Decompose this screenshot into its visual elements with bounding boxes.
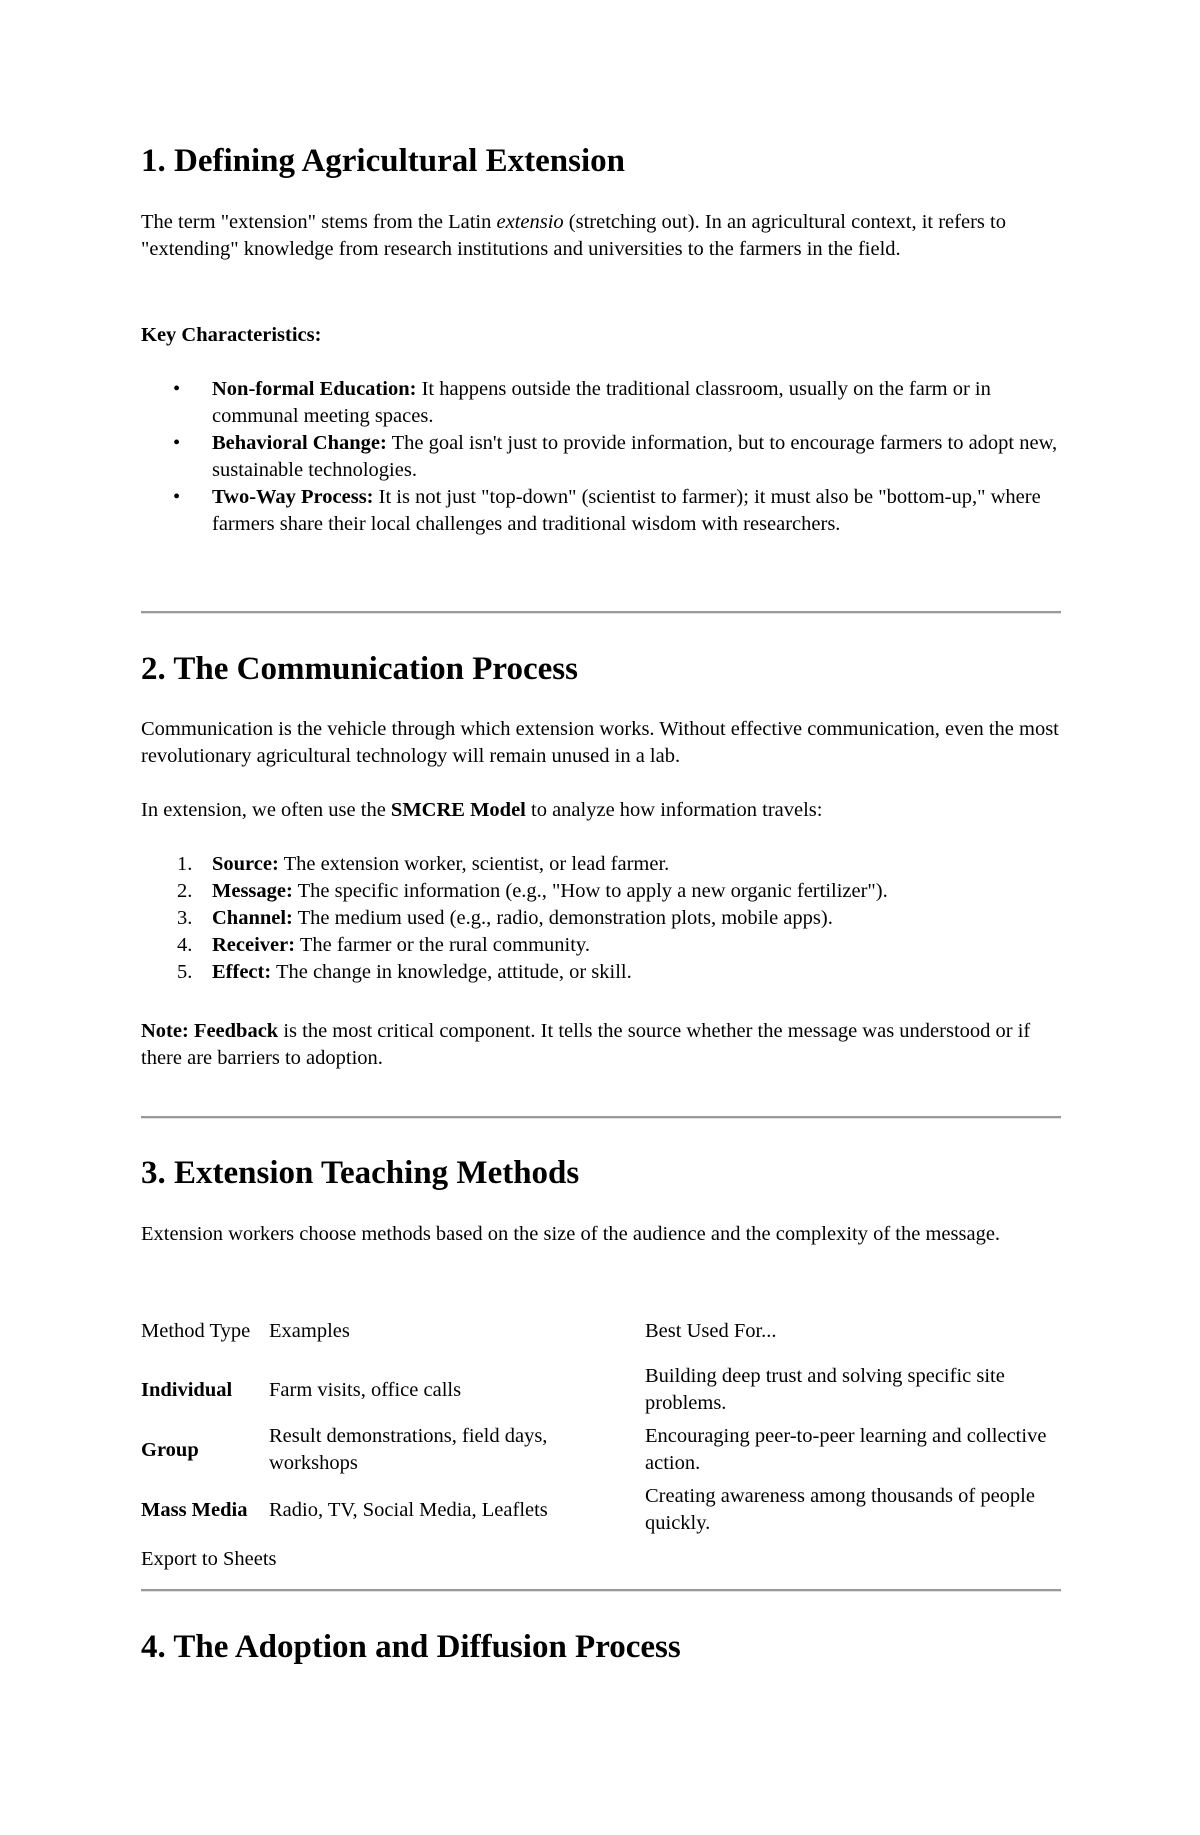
characteristics-list	[141, 376, 1061, 538]
list-item-term: Non-formal Education:	[212, 378, 417, 400]
table-cell-best-used: Encouraging peer-to-peer learning and collective action.	[645, 1425, 1047, 1474]
table-header-cell: Examples	[269, 1319, 350, 1342]
section-divider	[141, 1116, 1061, 1119]
list-item-text: It happens outside the traditional classroom, usually on the farm or in communal meeting spaces.	[212, 378, 991, 427]
list-item	[141, 851, 1061, 878]
list-number: 3.	[177, 907, 193, 929]
table-row	[141, 1420, 1061, 1480]
list-item	[141, 430, 1061, 484]
list-number: 5.	[177, 961, 193, 983]
smcre-sentence	[141, 797, 1061, 824]
list-item-term: Message:	[212, 880, 293, 902]
list-item-text: The change in knowledge, attitude, or skill.	[271, 961, 632, 983]
section-1-intro	[141, 209, 1061, 263]
section-1-heading: 1. Defining Agricultural Extension	[141, 143, 626, 179]
list-number: 4.	[177, 934, 193, 956]
note-label: Note:	[141, 1020, 189, 1042]
export-to-sheets-button[interactable]: Export to Sheets	[141, 1548, 277, 1570]
list-item	[141, 484, 1061, 538]
list-item	[141, 376, 1061, 430]
smcre-text: In extension, we often use the	[141, 799, 391, 821]
list-number: 1.	[177, 853, 193, 875]
table-cell-examples: Result demonstrations, field days, workshops	[269, 1425, 548, 1474]
section-3-intro: Extension workers choose methods based on the size of the audience and the complexity of the message.	[141, 1223, 1001, 1245]
section-4-heading: 4. The Adoption and Diffusion Process	[141, 1629, 681, 1665]
list-item	[141, 932, 1061, 959]
intro-text: The term "extension" stems from the Latin	[141, 211, 497, 233]
table-cell-examples: Farm visits, office calls	[269, 1378, 462, 1401]
table-cell-examples: Radio, TV, Social Media, Leaflets	[269, 1498, 548, 1521]
section-2-intro: Communication is the vehicle through which extension works. Without effective communication, even the most revolutionary agricultural technology will remain unused in a lab.	[141, 718, 1059, 767]
table-row	[141, 1480, 1061, 1540]
table-header-cell: Best Used For...	[645, 1319, 777, 1342]
smcre-steps-list	[141, 851, 1061, 986]
list-item-term: Effect:	[212, 961, 272, 983]
list-item-text: It is not just "top-down" (scientist to farmer); it must also be "bottom-up," where farmers share their local challenges and traditional wisdom with researchers.	[212, 486, 1041, 535]
list-item-text: The farmer or the rural community.	[295, 934, 590, 956]
table-cell-method: Group	[141, 1438, 199, 1461]
section-3-heading: 3. Extension Teaching Methods	[141, 1155, 580, 1191]
list-item-text: The goal isn't just to provide information, but to encourage farmers to adopt new, sustainable technologies.	[212, 432, 1058, 481]
table-header-row	[141, 1302, 1061, 1360]
list-item	[141, 959, 1061, 986]
list-item-term: Two-Way Process:	[212, 486, 374, 508]
feedback-note	[141, 1018, 1061, 1072]
table-cell-method: Mass Media	[141, 1498, 248, 1521]
section-divider	[141, 611, 1061, 614]
list-item-text: The extension worker, scientist, or lead farmer.	[278, 853, 670, 875]
smcre-model-term: SMCRE Model	[390, 799, 526, 821]
key-characteristics-heading: Key Characteristics:	[141, 324, 322, 346]
list-item	[141, 878, 1061, 905]
list-item-text: The medium used (e.g., radio, demonstration plots, mobile apps).	[292, 907, 833, 929]
list-item-term: Behavioral Change:	[212, 432, 387, 454]
note-feedback-term: Feedback	[193, 1020, 279, 1042]
section-divider	[141, 1589, 1061, 1592]
table-cell-method: Individual	[141, 1378, 233, 1401]
list-item-term: Channel:	[212, 907, 293, 929]
section-2-heading: 2. The Communication Process	[141, 651, 578, 687]
smcre-text-continued: to analyze how information travels:	[525, 799, 823, 821]
list-number: 2.	[177, 880, 193, 902]
intro-text-continued: (stretching out). In an agricultural context, it refers to "extending" knowledge from research institutions and universities to the farmers in the field.	[141, 211, 1006, 260]
table-row	[141, 1360, 1061, 1420]
list-item-term: Receiver:	[212, 934, 296, 956]
table-cell-best-used: Building deep trust and solving specific site problems.	[645, 1365, 1005, 1414]
note-text: is the most critical component. It tells the source whether the message was understood or if there are barriers to adoption.	[141, 1020, 1031, 1069]
table-header-cell: Method Type	[141, 1319, 251, 1342]
teaching-methods-table	[141, 1302, 1061, 1540]
list-item	[141, 905, 1061, 932]
list-item-term: Source:	[212, 853, 279, 875]
intro-italic-term: extensio	[496, 211, 564, 233]
list-item-text: The specific information (e.g., "How to apply a new organic fertilizer").	[292, 880, 888, 902]
table-cell-best-used: Creating awareness among thousands of people quickly.	[645, 1485, 1035, 1534]
